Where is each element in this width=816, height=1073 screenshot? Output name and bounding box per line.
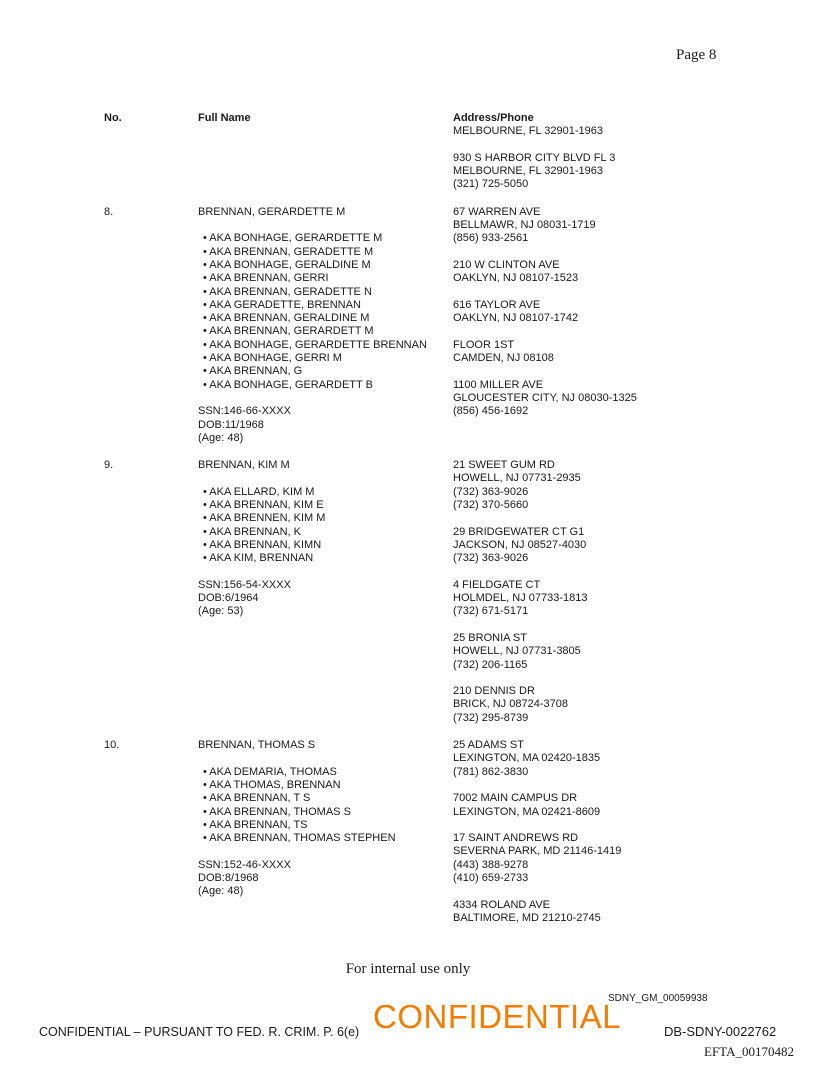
- aka-item: • AKA BRENNEN, KIM M: [203, 512, 326, 525]
- confidential-stamp: CONFIDENTIAL: [373, 998, 622, 1035]
- aka-item: • AKA ELLARD, KIM M: [203, 485, 315, 498]
- address-line: HOWELL, NJ 07731-2935: [453, 472, 581, 485]
- address-line: HOWELL, NJ 07731-3805: [453, 645, 581, 658]
- aka-item: • AKA GERADETTE, BRENNAN: [203, 298, 361, 311]
- address-line: LEXINGTON, MA 02421-8609: [453, 805, 601, 818]
- header-address-phone: Address/Phone: [453, 112, 534, 124]
- address-line: (732) 363-9026: [453, 552, 529, 565]
- spacer: [453, 619, 744, 632]
- address-line: BALTIMORE, MD 21210-2745: [453, 911, 601, 924]
- record-dob: DOB:6/1964: [198, 592, 259, 605]
- record-dob: DOB:8/1968: [198, 872, 259, 885]
- address-line: 25 ADAMS ST: [453, 739, 524, 752]
- aka-item: • AKA BRENNAN, T S: [203, 792, 311, 805]
- spacer: [453, 672, 744, 685]
- aka-item: • AKA BONHAGE, GERARDETT B: [203, 378, 373, 391]
- bates-number-gm: SDNY_GM_00059938: [608, 993, 708, 1004]
- record-full-name: BRENNAN, KIM M: [198, 459, 290, 472]
- aka-item: • AKA BRENNAN, K: [203, 525, 301, 538]
- spacer: [453, 246, 744, 259]
- record-full-name: BRENNAN, THOMAS S: [198, 739, 316, 752]
- address-line: (732) 363-9026: [453, 485, 529, 498]
- spacer: [453, 139, 744, 152]
- address-line: CAMDEN, NJ 08108: [453, 352, 554, 365]
- record-addresses: [453, 206, 744, 445]
- aka-item: • AKA BRENNAN, THOMAS S: [203, 805, 351, 818]
- address-line: (410) 659-2733: [453, 872, 529, 885]
- header-full-name: Full Name: [198, 112, 251, 124]
- internal-use-notice: For internal use only: [345, 961, 471, 977]
- spacer: [198, 566, 453, 579]
- address-line: (321) 725-5050: [453, 178, 529, 191]
- record-ssn: SSN:146-66-XXXX: [198, 405, 291, 418]
- address-line: BELLMAWR, NJ 08031-1719: [453, 219, 596, 232]
- address-line: BRICK, NJ 08724-3708: [453, 698, 568, 711]
- address-line: (781) 862-3830: [453, 765, 529, 778]
- record-number: 10.: [104, 739, 120, 752]
- address-line: FLOOR 1ST: [453, 338, 515, 351]
- address-line: 4 FIELDGATE CT: [453, 578, 541, 591]
- address-line: 21 SWEET GUM RD: [453, 459, 555, 472]
- spacer: [453, 566, 744, 579]
- address-line: 4334 ROLAND AVE: [453, 898, 551, 911]
- address-line: 25 BRONIA ST: [453, 631, 527, 644]
- table-header: [104, 112, 744, 125]
- record-age: (Age: 53): [198, 605, 244, 618]
- address-line: (732) 295-8739: [453, 711, 529, 724]
- record-addresses: [453, 459, 744, 725]
- record-ssn: SSN:156-54-XXXX: [198, 578, 291, 591]
- record-age: (Age: 48): [198, 885, 244, 898]
- table-row: [104, 739, 744, 925]
- address-line: 29 BRIDGEWATER CT G1: [453, 525, 585, 538]
- carry-over-row: [104, 125, 744, 191]
- address-line: MELBOURNE, FL 32901-1963: [453, 165, 603, 178]
- aka-item: • AKA BONHAGE, GERALDINE M: [203, 258, 371, 271]
- spacer: [198, 845, 453, 858]
- record-name-block: [198, 739, 453, 925]
- address-line: (732) 206-1165: [453, 658, 528, 671]
- address-line: (856) 456-1692: [453, 405, 529, 418]
- records-table: [104, 112, 744, 939]
- confidential-notice: CONFIDENTIAL – PURSUANT TO FED. R. CRIM. P. 6(e): [39, 1025, 360, 1039]
- aka-item: • AKA BRENNAN, THOMAS STEPHEN: [203, 832, 396, 845]
- address-line: OAKLYN, NJ 08107-1742: [453, 312, 579, 325]
- table-row: [104, 459, 744, 725]
- address-line: GLOUCESTER CITY, NJ 08030-1325: [453, 391, 637, 404]
- spacer: [453, 365, 744, 378]
- aka-item: • AKA DEMARIA, THOMAS: [203, 765, 337, 778]
- aka-item: • AKA BRENNAN, TS: [203, 818, 308, 831]
- record-age: (Age: 48): [198, 431, 244, 444]
- spacer: [453, 512, 744, 525]
- address-line: 210 W CLINTON AVE: [453, 258, 560, 271]
- address-line: (732) 370-5660: [453, 499, 529, 512]
- address-line: 210 DENNIS DR: [453, 685, 535, 698]
- aka-item: • AKA BRENNAN, GERARDETT M: [203, 325, 374, 338]
- aka-item: • AKA BONHAGE, GERRI M: [203, 352, 342, 365]
- spacer: [453, 286, 744, 299]
- address-line: MELBOURNE, FL 32901-1963: [453, 125, 603, 138]
- carry-over-addresses: [453, 125, 744, 191]
- aka-item: • AKA BRENNAN, GERADETTE N: [203, 285, 372, 298]
- spacer: [198, 472, 453, 485]
- aka-item: • AKA BRENNAN, G: [203, 365, 303, 378]
- aka-item: • AKA THOMAS, BRENNAN: [203, 778, 341, 791]
- address-line: 930 S HARBOR CITY BLVD FL 3: [453, 151, 616, 164]
- spacer: [198, 752, 453, 765]
- bates-number-efta: EFTA_00170482: [704, 1044, 794, 1059]
- header-no: No.: [104, 112, 122, 124]
- spacer: [198, 219, 453, 232]
- record-name-block: [198, 206, 453, 445]
- record-full-name: BRENNAN, GERARDETTE M: [198, 205, 346, 218]
- aka-item: • AKA BRENNAN, KIMN: [203, 538, 322, 551]
- address-line: (856) 933-2561: [453, 232, 529, 245]
- bates-number-db: DB-SDNY-0022762: [664, 1024, 777, 1039]
- table-row: [104, 206, 744, 445]
- aka-item: • AKA BONHAGE, GERARDETTE BRENNAN: [203, 338, 427, 351]
- page-number: Page 8: [676, 47, 717, 63]
- address-line: 17 SAINT ANDREWS RD: [453, 832, 579, 845]
- address-line: 616 TAYLOR AVE: [453, 298, 541, 311]
- record-ssn: SSN:152-46-XXXX: [198, 858, 291, 871]
- aka-item: • AKA BRENNAN, GERADETTE M: [203, 245, 374, 258]
- aka-item: • AKA BONHAGE, GERARDETTE M: [203, 232, 383, 245]
- address-line: 7002 MAIN CAMPUS DR: [453, 792, 578, 805]
- address-line: (732) 671-5171: [453, 605, 529, 618]
- record-dob: DOB:11/1968: [198, 418, 264, 431]
- record-addresses: [453, 739, 744, 925]
- spacer: [453, 885, 744, 898]
- aka-item: • AKA BRENNAN, GERALDINE M: [203, 312, 370, 325]
- records-list: [104, 206, 744, 925]
- spacer: [453, 325, 744, 338]
- address-line: 67 WARREN AVE: [453, 205, 541, 218]
- aka-item: • AKA KIM, BRENNAN: [203, 552, 314, 565]
- address-line: (443) 388-9278: [453, 858, 529, 871]
- spacer: [198, 392, 453, 405]
- record-name-block: [198, 459, 453, 725]
- address-line: JACKSON, NJ 08527-4030: [453, 538, 587, 551]
- address-line: HOLMDEL, NJ 07733-1813: [453, 592, 588, 605]
- aka-item: • AKA BRENNAN, KIM E: [203, 499, 324, 512]
- record-number: 9.: [104, 459, 114, 472]
- spacer: [453, 779, 744, 792]
- address-line: SEVERNA PARK, MD 21146-1419: [453, 845, 622, 858]
- address-line: LEXINGTON, MA 02420-1835: [453, 752, 601, 765]
- address-line: OAKLYN, NJ 08107-1523: [453, 272, 579, 285]
- address-line: 1100 MILLER AVE: [453, 378, 544, 391]
- spacer: [453, 819, 744, 832]
- record-number: 8.: [104, 205, 114, 218]
- aka-item: • AKA BRENNAN, GERRI: [203, 272, 329, 285]
